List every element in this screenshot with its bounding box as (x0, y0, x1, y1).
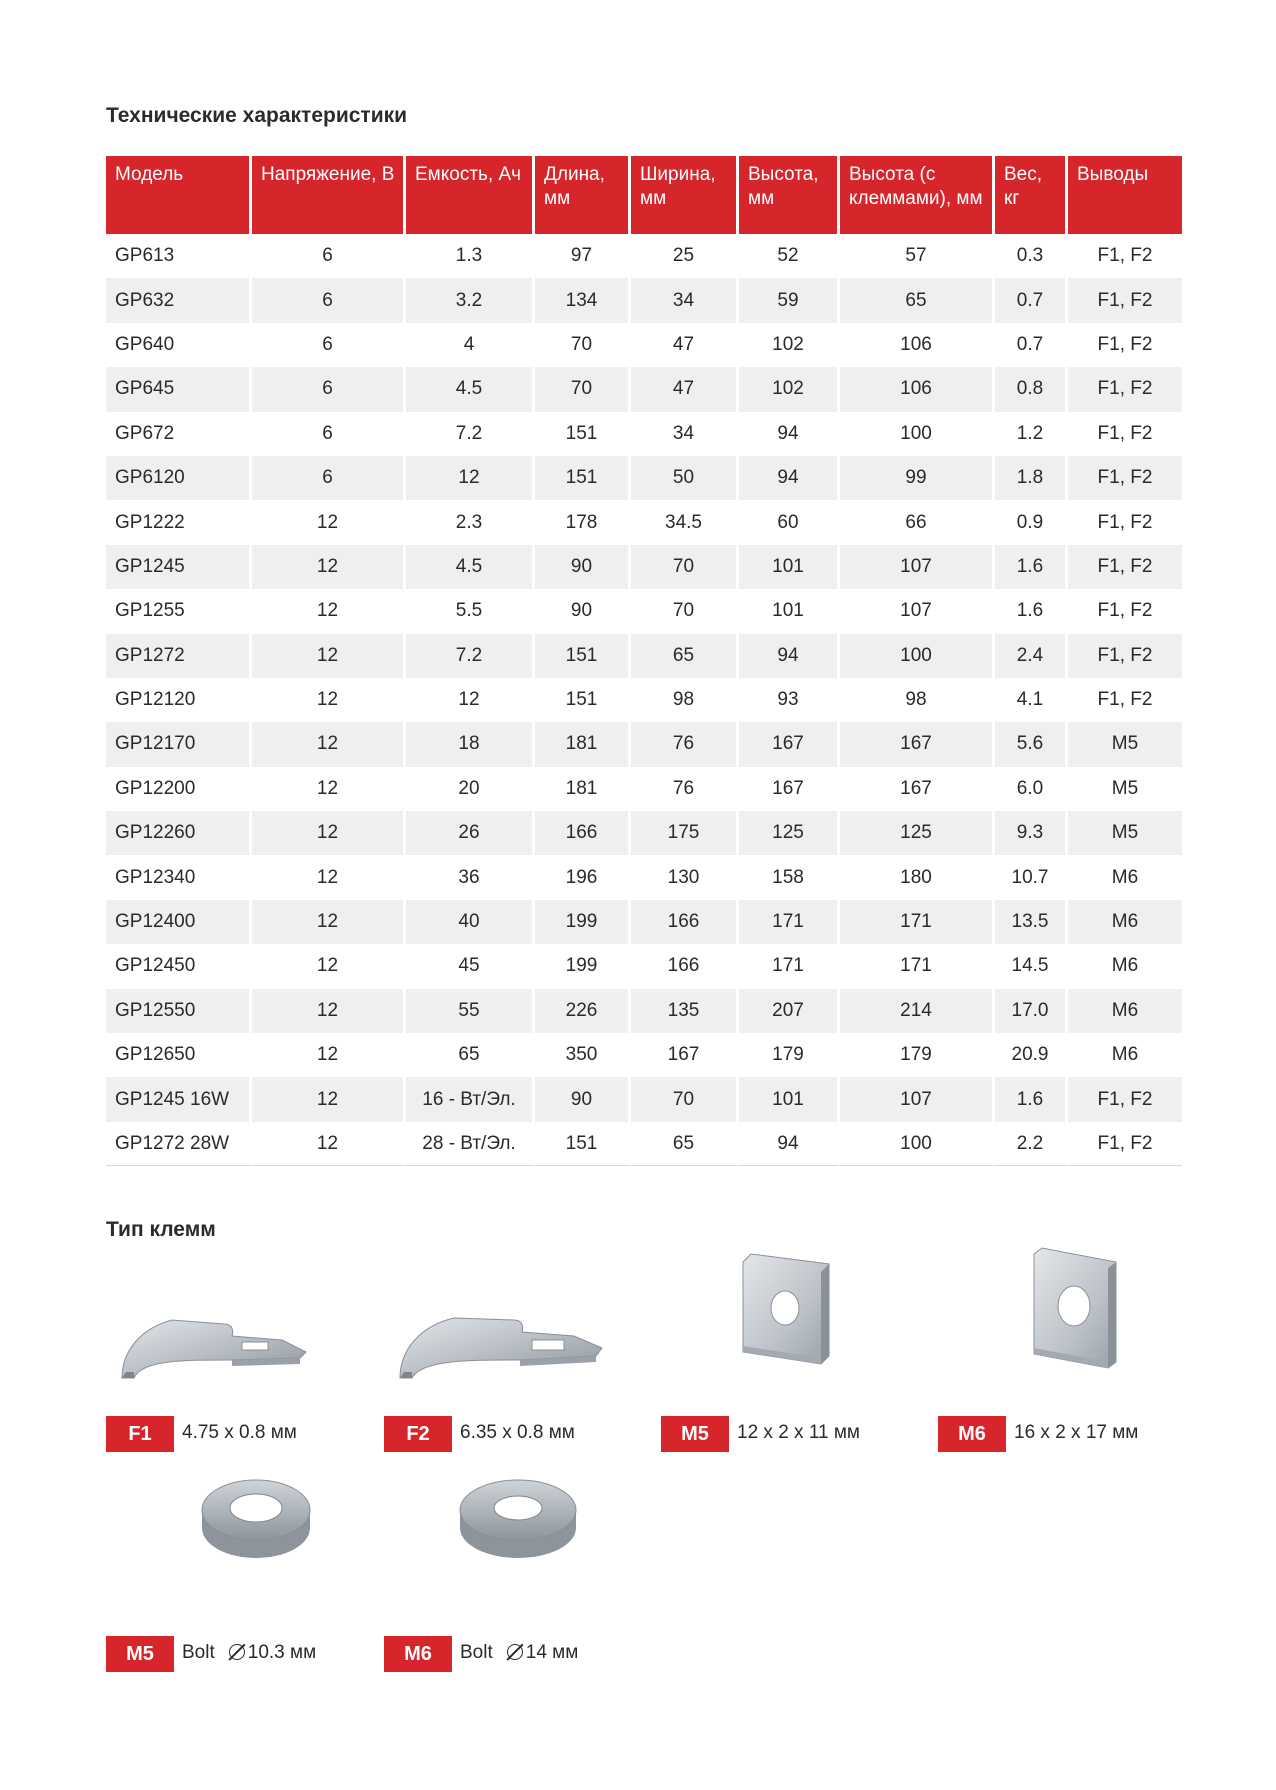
model-cell: GP12550 (106, 989, 252, 1033)
column-header: Напряжение, В (252, 156, 406, 234)
table-cell: M6 (1111, 866, 1139, 888)
table-cell: 151 (535, 412, 631, 456)
table-cell: 167 (840, 722, 995, 766)
table-cell: 166 (631, 944, 739, 988)
specs-table (106, 156, 1182, 1166)
table-row (106, 500, 1182, 544)
table-cell: 171 (739, 900, 840, 944)
table-cell: 179 (739, 1033, 840, 1077)
table-cell: 99 (840, 456, 995, 500)
table-cell: 57 (840, 234, 995, 278)
table-cell: 1.6 (995, 545, 1068, 589)
table-cell: F1, F2 (1068, 367, 1182, 411)
table-cell: 12 (252, 1122, 406, 1166)
column-header: Ширина, мм (631, 156, 739, 234)
table-body (106, 234, 1182, 1166)
table-cell: 100 (840, 634, 995, 678)
table-cell: 6 (252, 234, 406, 278)
table-cell: 28 - Вт/Эл. (406, 1122, 535, 1166)
table-cell: M6 (1111, 955, 1139, 977)
table-cell: F1, F2 (1068, 1077, 1182, 1121)
table-cell: 12 (252, 500, 406, 544)
table-cell: 12 (252, 1077, 406, 1121)
table-row (106, 367, 1182, 411)
table-cell: 178 (535, 500, 631, 544)
model-cell: GP672 (106, 412, 252, 456)
table-cell: 7.2 (406, 412, 535, 456)
table-cell: 125 (840, 811, 995, 855)
table-cell: 350 (535, 1033, 631, 1077)
diameter-icon (229, 1644, 245, 1660)
model-cell: GP645 (106, 367, 252, 411)
table-cell: 70 (631, 1077, 739, 1121)
table-cell: 180 (840, 855, 995, 899)
table-cell: 107 (840, 589, 995, 633)
table-cell: 76 (631, 767, 739, 811)
model-cell: GP1222 (106, 500, 252, 544)
table-cell: 6.0 (995, 767, 1068, 811)
m5-plate-icon (741, 1252, 861, 1392)
table-cell: F1, F2 (1068, 1122, 1182, 1166)
table-cell: 1.3 (406, 234, 535, 278)
table-cell: 59 (739, 278, 840, 322)
table-cell: F1, F2 (1068, 545, 1182, 589)
column-header: Емкость, Ач (406, 156, 535, 234)
table-cell: 166 (631, 900, 739, 944)
model-cell: GP12450 (106, 944, 252, 988)
table-cell: 17.0 (995, 989, 1068, 1033)
table-cell: 6 (252, 278, 406, 322)
table-cell: 12 (252, 767, 406, 811)
m5-bolt-label: Bolt (182, 1642, 215, 1663)
table-cell: 6 (252, 323, 406, 367)
table-cell: 93 (739, 678, 840, 722)
table-cell: 0.8 (995, 367, 1068, 411)
table-cell: 166 (535, 811, 631, 855)
m6-bolt-label: Bolt (460, 1642, 493, 1663)
table-cell: F1, F2 (1068, 278, 1182, 322)
column-header: Высота, мм (739, 156, 840, 234)
table-cell: 171 (840, 944, 995, 988)
table-cell: 66 (840, 500, 995, 544)
table-cell: 9.3 (995, 811, 1068, 855)
table-cell: 1.6 (995, 1077, 1068, 1121)
model-cell: GP12400 (106, 900, 252, 944)
table-cell: 47 (631, 323, 739, 367)
table-row (106, 545, 1182, 589)
table-cell: 36 (406, 855, 535, 899)
table-row (106, 1033, 1182, 1077)
f1-spec: 4.75 x 0.8 мм (182, 1422, 297, 1443)
table-cell: 94 (739, 1122, 840, 1166)
table-cell: M5 (1068, 811, 1182, 855)
table-cell: 167 (840, 767, 995, 811)
table-cell: M5 (1068, 722, 1182, 766)
table-row (106, 456, 1182, 500)
f1-terminal-icon (112, 1280, 322, 1400)
table-cell: 167 (739, 722, 840, 766)
table-cell: 4 (406, 323, 535, 367)
table-cell: 12 (406, 456, 535, 500)
m5-washer-spec (182, 1642, 316, 1664)
table-cell: 7.2 (406, 634, 535, 678)
table-cell: 14.5 (995, 944, 1068, 988)
table-cell: 70 (631, 589, 739, 633)
model-cell: GP1255 (106, 589, 252, 633)
table-cell: 50 (631, 456, 739, 500)
table-cell: 4.1 (995, 678, 1068, 722)
table-cell: 151 (535, 1122, 631, 1166)
table-cell: 12 (252, 855, 406, 899)
table-cell: 106 (840, 367, 995, 411)
model-cell: GP632 (106, 278, 252, 322)
table-cell: F1, F2 (1097, 689, 1153, 711)
table-cell: 5.6 (995, 722, 1068, 766)
table-cell: 125 (739, 811, 840, 855)
table-row (106, 900, 1182, 944)
table-cell: 10.7 (995, 855, 1068, 899)
table-cell: 100 (840, 1122, 995, 1166)
table-cell: 12 (252, 722, 406, 766)
table-cell: 167 (631, 1033, 739, 1077)
table-cell: 1.2 (995, 412, 1068, 456)
f2-spec: 6.35 x 0.8 мм (460, 1422, 575, 1443)
table-row (106, 1077, 1182, 1121)
table-cell: 12 (252, 678, 406, 722)
table-cell: 34 (631, 412, 739, 456)
table-row (106, 855, 1182, 899)
table-cell: 20.9 (995, 1033, 1068, 1077)
table-cell: 151 (535, 456, 631, 500)
m5-bolt-size: 10.3 мм (247, 1642, 317, 1663)
table-cell: 47 (631, 367, 739, 411)
table-cell: 101 (739, 1077, 840, 1121)
table-cell: F1, F2 (1097, 245, 1153, 267)
table-cell: 130 (631, 855, 739, 899)
table-cell: 2.2 (995, 1122, 1068, 1166)
model-cell: GP613 (106, 234, 252, 278)
table-cell: 65 (840, 278, 995, 322)
table-cell: 226 (535, 989, 631, 1033)
table-cell: 65 (631, 1122, 739, 1166)
table-cell: 70 (535, 367, 631, 411)
table-cell: 100 (840, 412, 995, 456)
table-cell: 12 (252, 989, 406, 1033)
table-row (106, 634, 1182, 678)
table-header-row (106, 156, 1182, 234)
table-cell: 98 (631, 678, 739, 722)
table-cell: 181 (535, 722, 631, 766)
table-cell: 16 - Вт/Эл. (406, 1077, 535, 1121)
table-cell: 207 (739, 989, 840, 1033)
table-cell: 12 (252, 545, 406, 589)
column-header: Модель (106, 156, 252, 234)
table-cell: 52 (739, 234, 840, 278)
table-cell: 4.5 (406, 367, 535, 411)
column-header: Длина, мм (535, 156, 631, 234)
m6-bolt-size: 14 мм (525, 1642, 579, 1663)
table-cell: 90 (535, 589, 631, 633)
table-cell: 6 (252, 367, 406, 411)
model-cell: GP6120 (106, 456, 252, 500)
table-cell: 40 (406, 900, 535, 944)
specs-heading: Технические характеристики (106, 104, 408, 127)
table-cell: 76 (631, 722, 739, 766)
table-cell: 0.7 (995, 278, 1068, 322)
f2-code-tag: F2 (384, 1416, 452, 1452)
table-cell: 107 (840, 1077, 995, 1121)
table-row (106, 989, 1182, 1033)
table-cell: 151 (535, 634, 631, 678)
table-row (106, 767, 1182, 811)
table-cell: 3.2 (406, 278, 535, 322)
m5-washer-icon (198, 1478, 318, 1568)
table-cell: 55 (406, 989, 535, 1033)
table-cell: 0.7 (995, 323, 1068, 367)
table-cell: 26 (406, 811, 535, 855)
model-cell: GP12170 (106, 722, 252, 766)
table-row (106, 589, 1182, 633)
model-cell: GP1272 28W (106, 1122, 252, 1166)
table-cell: 94 (739, 634, 840, 678)
table-cell: 70 (631, 545, 739, 589)
table-cell: 97 (535, 234, 631, 278)
table-cell: 34 (631, 278, 739, 322)
table-cell: 34.5 (631, 500, 739, 544)
table-row (106, 944, 1182, 988)
column-header: Высота (с клеммами), мм (840, 156, 995, 234)
table-cell: F1, F2 (1068, 456, 1182, 500)
table-cell: 5.5 (406, 589, 535, 633)
m6-plate-spec: 16 x 2 x 17 мм (1014, 1422, 1139, 1443)
table-cell: 13.5 (995, 900, 1068, 944)
table-cell: F1, F2 (1068, 634, 1182, 678)
table-cell: 65 (406, 1033, 535, 1077)
table-cell: 90 (535, 1077, 631, 1121)
table-cell: 181 (535, 767, 631, 811)
model-cell: GP12200 (106, 767, 252, 811)
table-cell: 60 (739, 500, 840, 544)
diameter-icon (507, 1644, 523, 1660)
model-cell: GP1272 (106, 634, 252, 678)
table-cell: 20 (406, 767, 535, 811)
table-row (106, 278, 1182, 322)
table-row (106, 811, 1182, 855)
table-cell: 12 (252, 944, 406, 988)
table-cell: 12 (252, 900, 406, 944)
model-cell: GP12650 (106, 1033, 252, 1077)
terminals-heading: Тип клемм (106, 1218, 216, 1241)
table-cell: 12 (252, 811, 406, 855)
table-cell: F1, F2 (1097, 422, 1153, 444)
model-cell: GP12340 (106, 855, 252, 899)
column-header: Выводы (1068, 156, 1182, 234)
table-cell: 94 (739, 412, 840, 456)
table-cell: 4.5 (406, 545, 535, 589)
table-cell: 98 (840, 678, 995, 722)
table-cell: M6 (1068, 989, 1182, 1033)
model-cell: GP1245 16W (106, 1077, 252, 1121)
m5-washer-code-tag: M5 (106, 1636, 174, 1672)
f1-code-tag: F1 (106, 1416, 174, 1452)
table-row (106, 323, 1182, 367)
table-cell: 18 (406, 722, 535, 766)
table-cell: M6 (1068, 900, 1182, 944)
table-cell: 2.4 (995, 634, 1068, 678)
table-row (106, 722, 1182, 766)
table-cell: 12 (252, 1033, 406, 1077)
table-cell: 12 (252, 634, 406, 678)
table-cell: 101 (739, 589, 840, 633)
table-cell: F1, F2 (1097, 333, 1153, 355)
m5-plate-code-tag: M5 (661, 1416, 729, 1452)
m6-washer-icon (456, 1478, 586, 1568)
table-cell: 167 (739, 767, 840, 811)
m6-washer-spec (460, 1642, 578, 1664)
m5-plate-spec: 12 x 2 x 11 мм (737, 1422, 860, 1443)
f2-terminal-icon (390, 1278, 610, 1398)
model-cell: GP12260 (106, 811, 252, 855)
table-row (106, 678, 1182, 722)
table-row (106, 412, 1182, 456)
table-cell: 65 (631, 634, 739, 678)
table-row (106, 234, 1182, 278)
table-cell: 158 (739, 855, 840, 899)
table-cell: 70 (535, 323, 631, 367)
table-cell: 134 (535, 278, 631, 322)
table-cell: 214 (840, 989, 995, 1033)
m6-washer-code-tag: M6 (384, 1636, 452, 1672)
table-cell: 12 (252, 589, 406, 633)
table-cell: 101 (739, 545, 840, 589)
table-cell: 135 (631, 989, 739, 1033)
table-cell: 106 (840, 323, 995, 367)
table-cell: 12 (406, 678, 535, 722)
table-cell: 199 (535, 900, 631, 944)
table-cell: 102 (739, 367, 840, 411)
column-header: Вес, кг (995, 156, 1068, 234)
model-cell: GP640 (106, 323, 252, 367)
table-cell: 0.9 (995, 500, 1068, 544)
table-cell: 196 (535, 855, 631, 899)
table-cell: M5 (1111, 777, 1139, 799)
table-cell: 1.8 (995, 456, 1068, 500)
table-cell: 171 (739, 944, 840, 988)
table-row (106, 1122, 1182, 1166)
table-cell: F1, F2 (1097, 511, 1153, 533)
m6-plate-code-tag: M6 (938, 1416, 1006, 1452)
table-cell: 1.6 (995, 589, 1068, 633)
table-cell: 0.3 (995, 234, 1068, 278)
table-cell: 6 (252, 456, 406, 500)
table-cell: 25 (631, 234, 739, 278)
table-cell: 151 (535, 678, 631, 722)
table-cell: F1, F2 (1097, 600, 1153, 622)
table-cell: 175 (631, 811, 739, 855)
table-cell: 199 (535, 944, 631, 988)
table-cell: M6 (1111, 1044, 1139, 1066)
table-cell: 6 (252, 412, 406, 456)
table-cell: 107 (840, 545, 995, 589)
table-cell: 94 (739, 456, 840, 500)
table-cell: 90 (535, 545, 631, 589)
table-cell: 2.3 (406, 500, 535, 544)
table-cell: 102 (739, 323, 840, 367)
model-cell: GP12120 (106, 678, 252, 722)
table-cell: 45 (406, 944, 535, 988)
model-cell: GP1245 (106, 545, 252, 589)
m6-plate-icon (1032, 1248, 1152, 1388)
table-cell: 179 (840, 1033, 995, 1077)
table-cell: 171 (840, 900, 995, 944)
